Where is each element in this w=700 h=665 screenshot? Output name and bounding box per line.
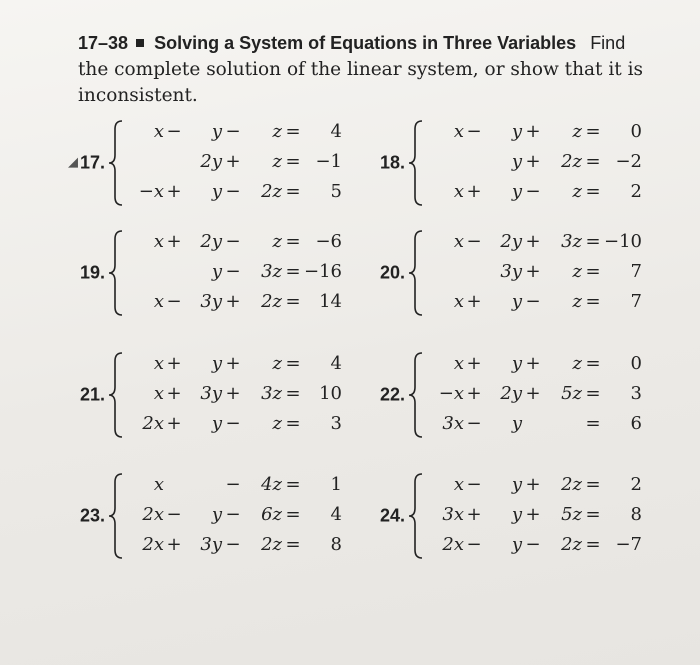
equation-term: y bbox=[211, 261, 222, 282]
equation-term: y bbox=[211, 121, 222, 142]
equation-term: 3z bbox=[261, 261, 282, 282]
equation-row bbox=[426, 409, 642, 439]
equation-row bbox=[426, 117, 642, 147]
problem-22 bbox=[380, 349, 670, 441]
equation-operator: + bbox=[166, 181, 182, 202]
equation-term: 3y bbox=[200, 383, 222, 404]
equation-operator: − bbox=[466, 231, 482, 252]
equation-row bbox=[126, 177, 342, 207]
equation-term: 5z bbox=[561, 383, 582, 404]
equation-operator: = bbox=[285, 231, 301, 252]
equation-term: 3x bbox=[442, 413, 464, 434]
equation-operator: = bbox=[285, 181, 301, 202]
equation-operator: = bbox=[585, 534, 601, 555]
equation-operator: = bbox=[585, 353, 601, 374]
equation-operator: + bbox=[525, 474, 541, 495]
equation-system bbox=[126, 349, 342, 439]
equation-operator: = bbox=[285, 383, 301, 404]
equation-term: 2z bbox=[561, 474, 582, 495]
equation-operator: + bbox=[525, 261, 541, 282]
equation-operator: = bbox=[285, 261, 301, 282]
equation-operator: − bbox=[225, 121, 241, 142]
problem-23 bbox=[80, 470, 370, 562]
equation-system bbox=[126, 227, 342, 317]
instruction-line-2: the complete solution of the linear system, or show that it is bbox=[78, 59, 644, 80]
pencil-mark-icon: ◢ bbox=[68, 154, 78, 170]
equation-term: y bbox=[511, 413, 522, 434]
equation-operator: − bbox=[225, 261, 241, 282]
equation-operator: − bbox=[166, 121, 182, 142]
equation-operator: + bbox=[466, 181, 482, 202]
equation-row bbox=[126, 379, 342, 409]
problem-21 bbox=[80, 349, 370, 441]
equation-term: 2x bbox=[442, 534, 464, 555]
equation-row bbox=[126, 470, 342, 500]
equation-row bbox=[126, 227, 342, 257]
equation-term bbox=[544, 409, 582, 439]
problem-number: 23. bbox=[80, 505, 106, 526]
left-brace-icon bbox=[406, 119, 426, 207]
equation-operator: + bbox=[466, 504, 482, 525]
equation-term: z bbox=[572, 261, 582, 282]
equation-constant: −16 bbox=[304, 261, 342, 282]
equation-row bbox=[426, 147, 642, 177]
equation-operator: + bbox=[225, 291, 241, 312]
left-brace-icon bbox=[406, 229, 426, 317]
equation-term: 2z bbox=[561, 151, 582, 172]
equation-term: 2z bbox=[561, 534, 582, 555]
equation-operator: + bbox=[166, 231, 182, 252]
equation-term: z bbox=[272, 353, 282, 374]
equation-row bbox=[126, 287, 342, 317]
equation-operator: + bbox=[466, 291, 482, 312]
equation-operator: + bbox=[525, 383, 541, 404]
equation-constant: 0 bbox=[630, 121, 642, 142]
equation-operator: = bbox=[585, 181, 601, 202]
equation-term: y bbox=[511, 151, 522, 172]
problem-number: 20. bbox=[380, 262, 406, 283]
exercise-header bbox=[78, 30, 678, 109]
equation-term: y bbox=[211, 504, 222, 525]
equation-constant: 2 bbox=[630, 474, 642, 495]
equation-term: y bbox=[211, 181, 222, 202]
equation-term: 3z bbox=[561, 231, 582, 252]
problem-19 bbox=[80, 227, 370, 319]
equation-term: 2y bbox=[500, 383, 522, 404]
equation-operator: = bbox=[285, 291, 301, 312]
equation-term: y bbox=[511, 504, 522, 525]
equation-term: 3z bbox=[261, 383, 282, 404]
equation-operator: − bbox=[225, 413, 241, 434]
equation-system bbox=[426, 227, 642, 317]
instruction-line-3: inconsistent. bbox=[78, 85, 198, 106]
equation-term: z bbox=[272, 231, 282, 252]
equation-constant: 5 bbox=[330, 181, 342, 202]
equation-row bbox=[426, 530, 642, 560]
equation-operator: = bbox=[285, 534, 301, 555]
equation-constant: 1 bbox=[330, 474, 342, 495]
problem-20 bbox=[380, 227, 670, 319]
equation-operator: + bbox=[166, 383, 182, 404]
equation-term: z bbox=[572, 291, 582, 312]
equation-term: y bbox=[511, 534, 522, 555]
equation-constant: 8 bbox=[330, 534, 342, 555]
equation-term: x bbox=[153, 353, 164, 374]
equation-constant: 14 bbox=[319, 291, 342, 312]
equation-term: 5z bbox=[561, 504, 582, 525]
equation-operator: + bbox=[225, 353, 241, 374]
equation-term: 2z bbox=[261, 291, 282, 312]
equation-operator: − bbox=[225, 504, 241, 525]
equation-term: 3x bbox=[442, 504, 464, 525]
left-brace-icon bbox=[406, 351, 426, 439]
equation-operator: = bbox=[585, 231, 601, 252]
equation-operator: + bbox=[225, 383, 241, 404]
equation-system bbox=[426, 349, 642, 439]
equation-term bbox=[126, 257, 164, 287]
equation-operator bbox=[522, 409, 544, 439]
equation-term: 2y bbox=[500, 231, 522, 252]
equation-operator: − bbox=[525, 534, 541, 555]
equation-operator: = bbox=[585, 504, 601, 525]
equation-operator: + bbox=[166, 413, 182, 434]
equation-operator: = bbox=[585, 474, 601, 495]
left-brace-icon bbox=[406, 472, 426, 560]
equation-term bbox=[426, 257, 464, 287]
equation-term: x bbox=[453, 353, 464, 374]
equation-term: 3y bbox=[500, 261, 522, 282]
equation-term: y bbox=[511, 291, 522, 312]
equation-term bbox=[126, 147, 164, 177]
equation-operator bbox=[164, 147, 184, 177]
equation-term: y bbox=[511, 353, 522, 374]
equation-constant: 4 bbox=[330, 121, 342, 142]
equation-term: 4z bbox=[261, 474, 282, 495]
equation-term: x bbox=[153, 291, 164, 312]
equation-operator: = bbox=[285, 504, 301, 525]
equation-term: y bbox=[511, 121, 522, 142]
left-brace-icon bbox=[106, 229, 126, 317]
equation-system bbox=[126, 117, 342, 207]
problem-number: 18. bbox=[380, 152, 406, 173]
equation-term: x bbox=[453, 291, 464, 312]
equation-operator: = bbox=[585, 151, 601, 172]
equation-row bbox=[126, 147, 342, 177]
instruction-find: Find bbox=[590, 33, 626, 53]
equation-term: 2z bbox=[261, 534, 282, 555]
problem-number: 21. bbox=[80, 384, 106, 405]
equation-operator: = bbox=[285, 121, 301, 142]
equation-row bbox=[126, 500, 342, 530]
equation-operator: = bbox=[285, 353, 301, 374]
equation-constant: 2 bbox=[630, 181, 642, 202]
equation-term: x bbox=[153, 383, 164, 404]
equation-operator: + bbox=[525, 353, 541, 374]
equation-constant: 3 bbox=[330, 413, 342, 434]
equation-constant: −1 bbox=[315, 151, 342, 172]
equation-operator: − bbox=[525, 181, 541, 202]
equation-term: 3y bbox=[200, 291, 222, 312]
equation-constant: −10 bbox=[604, 231, 642, 252]
equation-term: −x bbox=[438, 383, 464, 404]
equation-constant: −7 bbox=[615, 534, 642, 555]
equation-operator: + bbox=[525, 504, 541, 525]
equation-operator: − bbox=[466, 121, 482, 142]
equation-term: y bbox=[211, 353, 222, 374]
equation-term bbox=[426, 147, 464, 177]
equation-term: y bbox=[511, 181, 522, 202]
left-brace-icon bbox=[106, 351, 126, 439]
equation-operator: − bbox=[225, 231, 241, 252]
equation-operator bbox=[164, 257, 184, 287]
equation-term: 6z bbox=[261, 504, 282, 525]
equation-operator: − bbox=[166, 291, 182, 312]
equation-operator: + bbox=[525, 151, 541, 172]
equation-row bbox=[426, 500, 642, 530]
equation-constant: 7 bbox=[630, 261, 642, 282]
equation-operator: = bbox=[285, 474, 301, 495]
equation-operator: − bbox=[466, 413, 482, 434]
equation-operator: − bbox=[225, 181, 241, 202]
equation-operator: − bbox=[225, 534, 241, 555]
equation-row bbox=[426, 379, 642, 409]
equation-term: x bbox=[453, 474, 464, 495]
equation-row bbox=[426, 177, 642, 207]
equation-constant: 10 bbox=[319, 383, 342, 404]
equation-term: −x bbox=[138, 181, 164, 202]
equation-term: x bbox=[153, 474, 164, 495]
equation-term: x bbox=[153, 121, 164, 142]
equation-constant: −2 bbox=[615, 151, 642, 172]
equation-term: 2y bbox=[200, 231, 222, 252]
equation-row bbox=[126, 117, 342, 147]
equation-constant: 7 bbox=[630, 291, 642, 312]
equation-term: z bbox=[572, 181, 582, 202]
equation-term: 2x bbox=[142, 534, 164, 555]
problem-18 bbox=[380, 117, 670, 209]
equation-row bbox=[426, 227, 642, 257]
problem-number: 24. bbox=[380, 505, 406, 526]
equation-term: 2x bbox=[142, 504, 164, 525]
equation-operator: = bbox=[585, 383, 601, 404]
section-title: Solving a System of Equations in Three Variables bbox=[154, 33, 577, 53]
square-bullet-icon bbox=[136, 39, 144, 47]
equation-term: z bbox=[272, 121, 282, 142]
equation-constant: −6 bbox=[315, 231, 342, 252]
equation-term: x bbox=[153, 231, 164, 252]
problem-number: 19. bbox=[80, 262, 106, 283]
equation-operator: = bbox=[585, 261, 601, 282]
equation-term: x bbox=[453, 121, 464, 142]
equation-row bbox=[426, 257, 642, 287]
equation-system bbox=[426, 117, 642, 207]
equation-operator: + bbox=[225, 151, 241, 172]
equation-operator bbox=[164, 470, 184, 500]
equation-term: x bbox=[453, 231, 464, 252]
exercise-range: 17–38 bbox=[78, 33, 129, 53]
equation-row bbox=[426, 349, 642, 379]
equation-operator: − bbox=[166, 504, 182, 525]
equation-constant: 0 bbox=[630, 353, 642, 374]
left-brace-icon bbox=[106, 119, 126, 207]
equation-operator: − bbox=[225, 474, 241, 495]
equation-term: z bbox=[572, 353, 582, 374]
equation-system bbox=[426, 470, 642, 560]
equation-operator: + bbox=[166, 353, 182, 374]
equation-operator: = bbox=[285, 413, 301, 434]
equation-term bbox=[184, 470, 222, 500]
equation-operator: = bbox=[585, 413, 601, 434]
equation-operator: − bbox=[466, 534, 482, 555]
equation-operator: − bbox=[466, 474, 482, 495]
equation-term: z bbox=[572, 121, 582, 142]
equation-operator: + bbox=[525, 231, 541, 252]
equation-term: y bbox=[211, 413, 222, 434]
problem-24 bbox=[380, 470, 670, 562]
equation-operator: = bbox=[585, 121, 601, 142]
equation-operator: + bbox=[166, 534, 182, 555]
equation-term: z bbox=[272, 151, 282, 172]
equation-operator: = bbox=[285, 151, 301, 172]
equation-term: 2y bbox=[200, 151, 222, 172]
equation-term: 2z bbox=[261, 181, 282, 202]
equation-operator: + bbox=[525, 121, 541, 142]
equation-constant: 4 bbox=[330, 504, 342, 525]
equation-constant: 4 bbox=[330, 353, 342, 374]
problem-number: 17. bbox=[80, 152, 106, 173]
equation-operator: − bbox=[525, 291, 541, 312]
equation-term: x bbox=[453, 181, 464, 202]
problem-17 bbox=[68, 117, 370, 209]
equation-operator: + bbox=[466, 383, 482, 404]
equation-operator bbox=[464, 147, 484, 177]
equation-row bbox=[426, 287, 642, 317]
equation-term: y bbox=[511, 474, 522, 495]
equation-term: z bbox=[272, 413, 282, 434]
equation-system bbox=[126, 470, 342, 560]
equation-term: 3y bbox=[200, 534, 222, 555]
equation-constant: 3 bbox=[630, 383, 642, 404]
equation-row bbox=[126, 349, 342, 379]
problem-number: 22. bbox=[380, 384, 406, 405]
equation-operator: = bbox=[585, 291, 601, 312]
equation-row bbox=[126, 530, 342, 560]
equation-operator bbox=[464, 257, 484, 287]
equation-row bbox=[126, 409, 342, 439]
equation-term: 2x bbox=[142, 413, 164, 434]
equation-constant: 8 bbox=[630, 504, 642, 525]
equation-row bbox=[126, 257, 342, 287]
equation-operator: + bbox=[466, 353, 482, 374]
equation-row bbox=[426, 470, 642, 500]
equation-constant: 6 bbox=[630, 413, 642, 434]
left-brace-icon bbox=[106, 472, 126, 560]
